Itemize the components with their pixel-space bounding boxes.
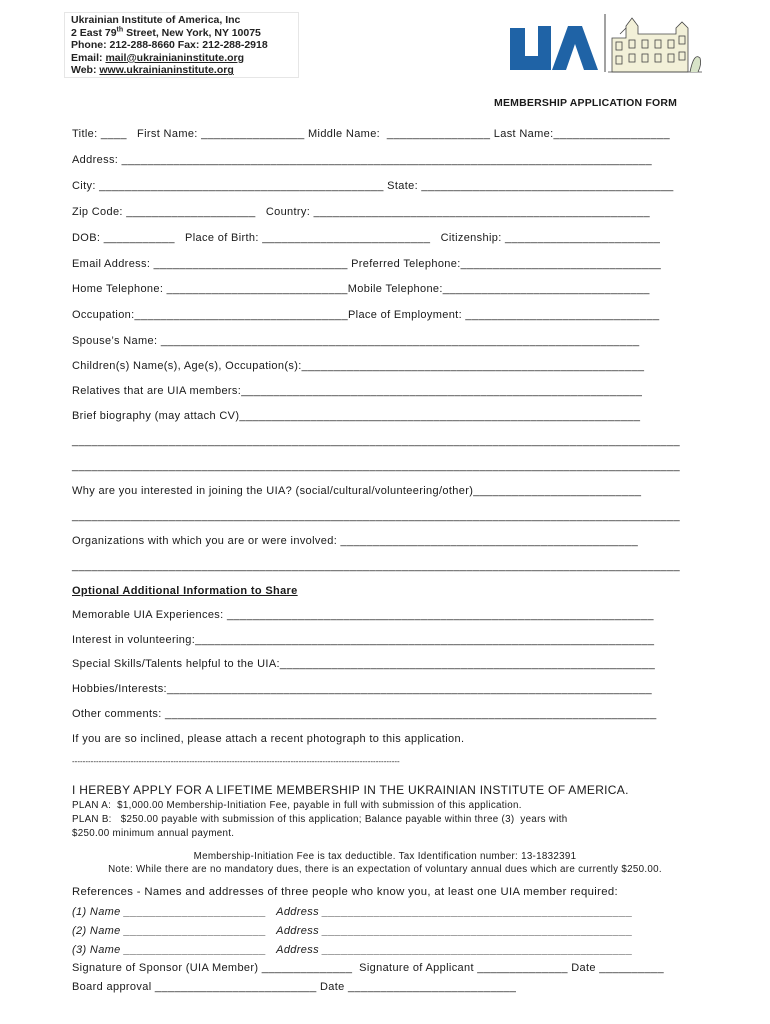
occupation-employment-fields[interactable]: Occupation:_________________________________Place of Employment: ______________________________	[72, 309, 660, 321]
home-mobile-phone-fields[interactable]: Home Telephone: ____________________________Mobile Telephone:________________________________	[72, 283, 650, 295]
dues-note: Note: While there are no mandatory dues, there is an expectation of voluntary annual dues which are currently $250.00.	[108, 864, 662, 875]
skills-field[interactable]: Special Skills/Talents helpful to the UIA:__________________________________________________________	[72, 658, 656, 670]
biography-line-3[interactable]: ______________________________________________________________________________________________	[72, 460, 680, 472]
references-heading: References - Names and addresses of three people who know you, at least one UIA member required:	[72, 886, 619, 898]
signature-line[interactable]: Signature of Sponsor (UIA Member) ______________ Signature of Applicant ______________ Date __________	[72, 962, 664, 974]
reference-2[interactable]: (2) Name ______________________ Address ________________________________________________	[72, 925, 633, 937]
organizations-field[interactable]: Organizations with which you are or were involved: ______________________________________________	[72, 535, 639, 547]
relatives-field[interactable]: Relatives that are UIA members:______________________________________________________________	[72, 385, 643, 397]
email-line: Email: mail@ukrainianinstitute.org	[71, 51, 245, 64]
dob-birthplace-citizenship-fields[interactable]: DOB: ___________ Place of Birth: __________________________ Citizenship: ________________________	[72, 232, 661, 244]
volunteering-field[interactable]: Interest in volunteering:_______________________________________________________________________	[72, 634, 655, 646]
interest-field[interactable]: Why are you interested in joining the UIA? (social/cultural/volunteering/other)__________________________	[72, 485, 642, 497]
comments-field[interactable]: Other comments: ____________________________________________________________________________	[72, 708, 657, 720]
reference-1[interactable]: (1) Name ______________________ Address ________________________________________________	[72, 906, 633, 918]
org-name: Ukrainian Institute of America, Inc	[71, 14, 241, 26]
web-link[interactable]: www.ukrainianinstitute.org	[99, 64, 234, 77]
plan-b: PLAN B: $250.00 payable with submission of this application; Balance payable within three (3) years with	[72, 814, 568, 825]
optional-section-heading: Optional Additional Information to Share	[72, 585, 298, 597]
plan-b-continued: $250.00 minimum annual payment.	[72, 828, 235, 839]
form-title: MEMBERSHIP APPLICATION FORM	[494, 97, 678, 109]
children-field[interactable]: Children(s) Name(s), Age(s), Occupation(s):_____________________________________________________	[72, 360, 645, 372]
email-link[interactable]: mail@ukrainianinstitute.org	[105, 51, 245, 64]
phone-fax: Phone: 212-288-8660 Fax: 212-288-2918	[71, 39, 268, 52]
biography-line-2[interactable]: ______________________________________________________________________________________________	[72, 435, 680, 447]
email-phone-fields[interactable]: Email Address: ______________________________ Preferred Telephone:_______________________________	[72, 258, 662, 270]
letterhead-address	[64, 12, 299, 78]
organizations-line-2[interactable]: ______________________________________________________________________________________________	[72, 560, 680, 572]
building-illustration	[608, 18, 702, 72]
name-fields[interactable]: Title: ____ First Name: ________________ Middle Name: ________________ Last Name:__________________	[72, 128, 670, 140]
reference-3[interactable]: (3) Name ______________________ Address ________________________________________________	[72, 944, 633, 956]
apply-statement: I HEREBY APPLY FOR A LIFETIME MEMBERSHIP IN THE UKRAINIAN INSTITUTE OF AMERICA.	[72, 783, 629, 797]
dashed-divider: ---------------------------------------------------------------------------------------------------------------------------	[72, 757, 400, 766]
plan-a: PLAN A: $1,000.00 Membership-Initiation Fee, payable in full with submission of this application.	[72, 800, 522, 811]
tax-deductible-note: Membership-Initiation Fee is tax deductible. Tax Identification number: 13-1832391	[193, 851, 577, 862]
board-approval-line[interactable]: Board approval _________________________ Date __________________________	[72, 981, 517, 993]
web-line: Web: www.ukrainianinstitute.org	[71, 64, 234, 77]
uia-logo	[508, 12, 704, 76]
memorable-experiences-field[interactable]: Memorable UIA Experiences: __________________________________________________________________	[72, 609, 654, 621]
city-state-fields[interactable]: City: ____________________________________________ State: _______________________________________	[72, 180, 674, 192]
zip-country-fields[interactable]: Zip Code: ____________________ Country: ____________________________________________________	[72, 206, 650, 218]
street-address: 2 East 79th Street, New York, NY 10075	[71, 26, 261, 39]
spouse-name-field[interactable]: Spouse’s Name: __________________________________________________________________________	[72, 335, 640, 347]
biography-field[interactable]: Brief biography (may attach CV)______________________________________________________________	[72, 410, 641, 422]
hobbies-field[interactable]: Hobbies/Interests:___________________________________________________________________________	[72, 683, 653, 695]
address-field[interactable]: Address: __________________________________________________________________________________	[72, 154, 652, 166]
interest-line-2[interactable]: ______________________________________________________________________________________________	[72, 510, 680, 522]
photo-note: If you are so inclined, please attach a recent photograph to this application.	[72, 733, 465, 745]
